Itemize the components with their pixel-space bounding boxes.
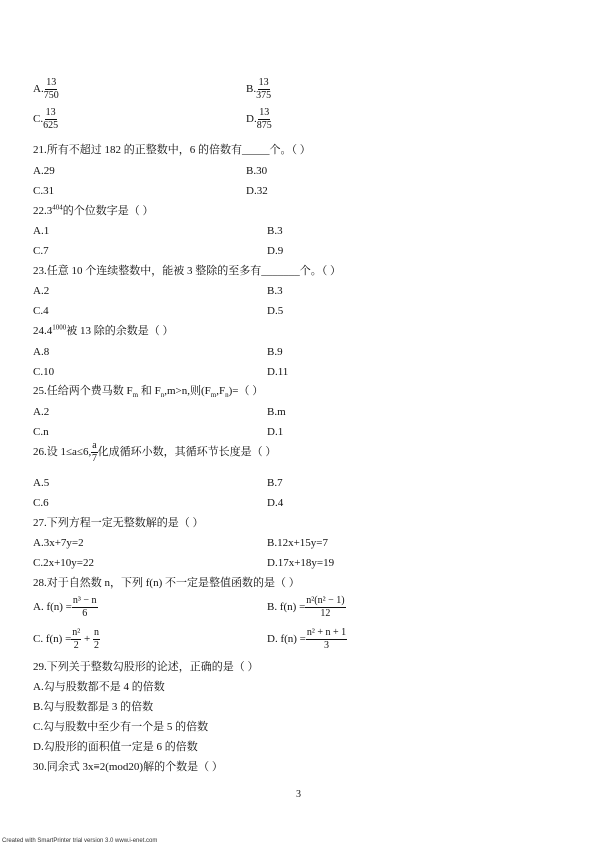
q29-option-a: A.勾与股数都不是 4 的倍数	[33, 681, 165, 693]
q24-option-b: B.9	[267, 346, 283, 358]
q20-option-d: D. $\frac{13}{875}$	[246, 107, 272, 131]
q28-option-b: B. f(n) = $\frac{\text{n²(n² − 1)}}{12}$	[267, 595, 345, 619]
printer-watermark: Created with SmartPrinter trial version 3.0 www.i-enet.com	[2, 838, 158, 844]
q26-option-a: A.5	[33, 477, 50, 489]
q25-option-a: A.2	[33, 406, 50, 418]
q27-stem: 27.下列方程一定无整数解的是（ ）	[33, 517, 204, 529]
q27-option-c: C.2x+10y=22	[33, 557, 94, 569]
q29-option-d: D.勾股形的面积值一定是 6 的倍数	[33, 741, 198, 753]
page-number: 3	[296, 789, 301, 800]
q23-option-b: B.3	[267, 285, 283, 297]
q23-option-a: A.2	[33, 285, 50, 297]
q28-option-c: C. f(n) = $\frac{\text{n²}}{2}$ + $\frac{n}{2}$	[33, 627, 99, 651]
q24-option-a: A.8	[33, 346, 50, 358]
q28-stem: 28.对于自然数 n，下列 f(n) 不一定是整值函数的是（ ）	[33, 577, 300, 589]
q22-option-a: A.1	[33, 225, 50, 237]
q21-option-c: C.31	[33, 185, 55, 197]
q24-stem: $24.4^{1000}$被 13 除的余数是（ ）	[33, 323, 174, 337]
q28-option-d: D. f(n) = $\frac{\text{n² + n + 1}}{3}$	[267, 627, 347, 651]
q26-option-c: C.6	[33, 497, 49, 509]
q29-option-b: B.勾与股数都是 3 的倍数	[33, 701, 154, 713]
fraction: $\frac{13}{875}$	[256, 107, 272, 131]
q22-stem: 22.3$^{404}$的个位数字是（ ）	[33, 203, 154, 217]
q21-option-d: D.32	[246, 185, 268, 197]
fraction: $\frac{\text{n² + n + 1}}{3}$	[306, 627, 347, 651]
fraction: $\frac{\text{n²}}{2}$	[72, 627, 81, 651]
q26-stem: 26.设 1≤a≤6, $\frac{a}{7}$ 化成循环小数，其循环节长度是（ ）	[33, 440, 277, 464]
q23-option-c: C.4	[33, 305, 49, 317]
fraction: $\frac{a}{7}$	[91, 440, 97, 464]
q22-option-b: B.3	[267, 225, 283, 237]
q29-option-c: C.勾与股数中至少有一个是 5 的倍数	[33, 721, 209, 733]
q22-option-d: D.9	[267, 245, 284, 257]
q20-option-b: B. $\frac{13}{375}$	[246, 77, 272, 101]
q23-stem: 23.任意 10 个连续整数中，能被 3 整除的至多有_______个。（ ）	[33, 265, 341, 277]
q30-stem: 30.同余式 3x≡2(mod20)解的个数是（ ）	[33, 761, 223, 773]
q25-option-b: B.m	[267, 406, 286, 418]
q26-option-b: B.7	[267, 477, 283, 489]
q27-option-d: D.17x+18y=19	[267, 557, 335, 569]
q24-option-d: D.11	[267, 366, 289, 378]
q21-option-a: A.29	[33, 165, 55, 177]
q25-option-c: C.n	[33, 426, 49, 438]
q20-option-c: C. $\frac{13}{625}$	[33, 107, 59, 131]
fraction: $\frac{13}{750}$	[43, 77, 59, 101]
q27-option-a: A.3x+7y=2	[33, 537, 84, 549]
q21-option-b: B.30	[246, 165, 268, 177]
q28-option-a: A. f(n) = $\frac{\text{n³ − n}}{6}$	[33, 595, 97, 619]
q25-stem: 25.任给两个费马数 $F_m$ 和 $F_n,m>n$,则$(F_m,F_n)=$（ ）	[33, 385, 264, 400]
q23-option-d: D.5	[267, 305, 284, 317]
q25-option-d: D.1	[267, 426, 284, 438]
q24-option-c: C.10	[33, 366, 55, 378]
q20-option-a: A. $\frac{13}{750}$	[33, 77, 59, 101]
q22-option-c: C.7	[33, 245, 49, 257]
q27-option-b: B.12x+15y=7	[267, 537, 328, 549]
q26-option-d: D.4	[267, 497, 284, 509]
fraction: $\frac{13}{625}$	[43, 107, 59, 131]
q21-stem: 21.所有不超过 182 的正整数中，6 的倍数有_____个。（ ）	[33, 144, 311, 156]
fraction: $\frac{\text{n²(n² − 1)}}{12}$	[306, 595, 345, 619]
q29-stem: 29.下列关于整数勾股形的论述，正确的是（ ）	[33, 661, 259, 673]
fraction: $\frac{n}{2}$	[94, 627, 99, 651]
fraction: $\frac{\text{n³ − n}}{6}$	[72, 595, 97, 619]
fraction: $\frac{13}{375}$	[256, 77, 272, 101]
